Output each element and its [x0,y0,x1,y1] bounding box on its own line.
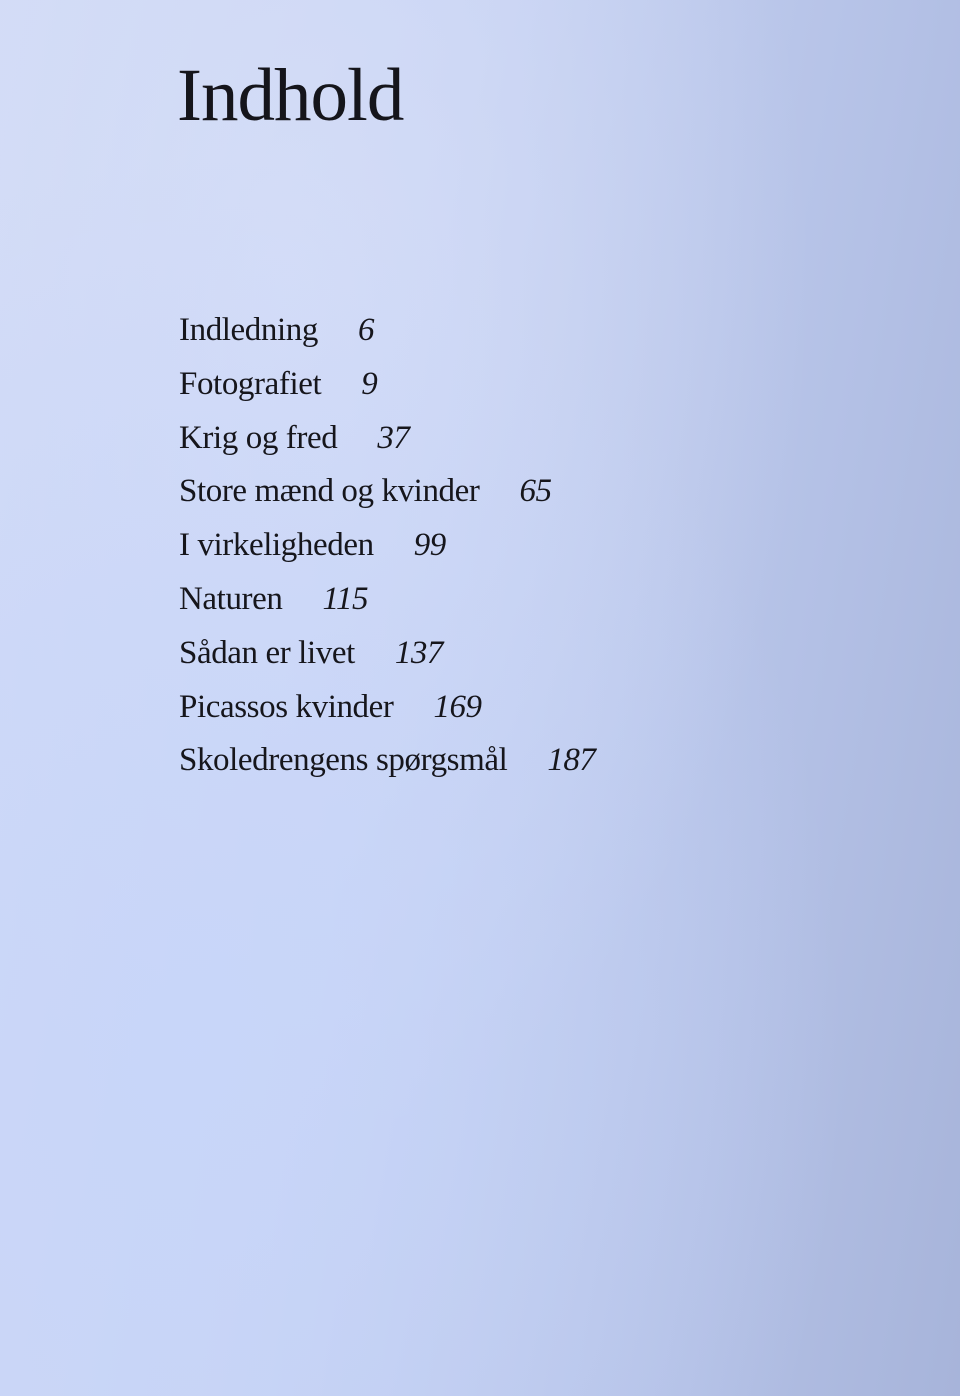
toc-entry-skoledrengens-spoergsmaal [179,736,595,790]
toc-entry-page-number: 169 [433,688,482,725]
toc-entry-title: Sådan er livet [179,634,355,671]
toc-entry-page-number: 137 [394,634,443,671]
toc-entry-page-number: 65 [519,473,552,510]
toc-entry-i-virkeligheden [179,521,595,575]
toc-entry-title: Indledning [179,312,318,348]
toc-entry-naturen [179,575,595,629]
toc-entry-title: Skoledrengens spørgsmål [179,742,508,779]
toc-entry-page-number: 187 [547,742,596,779]
toc-entry-page-number: 115 [322,580,369,617]
toc-entry-krig-og-fred [179,414,595,468]
toc-entry-title: Naturen [179,580,283,617]
toc-entry-title: Fotografiet [179,365,322,402]
table-of-contents [179,306,595,790]
toc-entry-picassos-kvinder [179,683,595,737]
toc-entry-title: Krig og fred [179,419,338,456]
toc-entry-page-number: 37 [377,419,410,456]
toc-entry-store-maend-og-kvinder [179,467,595,521]
toc-entry-saadan-er-livet [179,629,595,683]
toc-entry-fotografiet [179,360,595,414]
page-title: Indhold [177,54,404,137]
toc-entry-page-number: 6 [357,312,374,348]
toc-entry-title: I virkeligheden [179,527,374,564]
toc-entry-indledning [179,306,595,360]
toc-entry-title: Store mænd og kvinder [179,473,480,510]
toc-entry-page-number: 9 [361,365,378,402]
toc-entry-page-number: 99 [413,527,446,564]
toc-entry-title: Picassos kvinder [179,688,394,725]
